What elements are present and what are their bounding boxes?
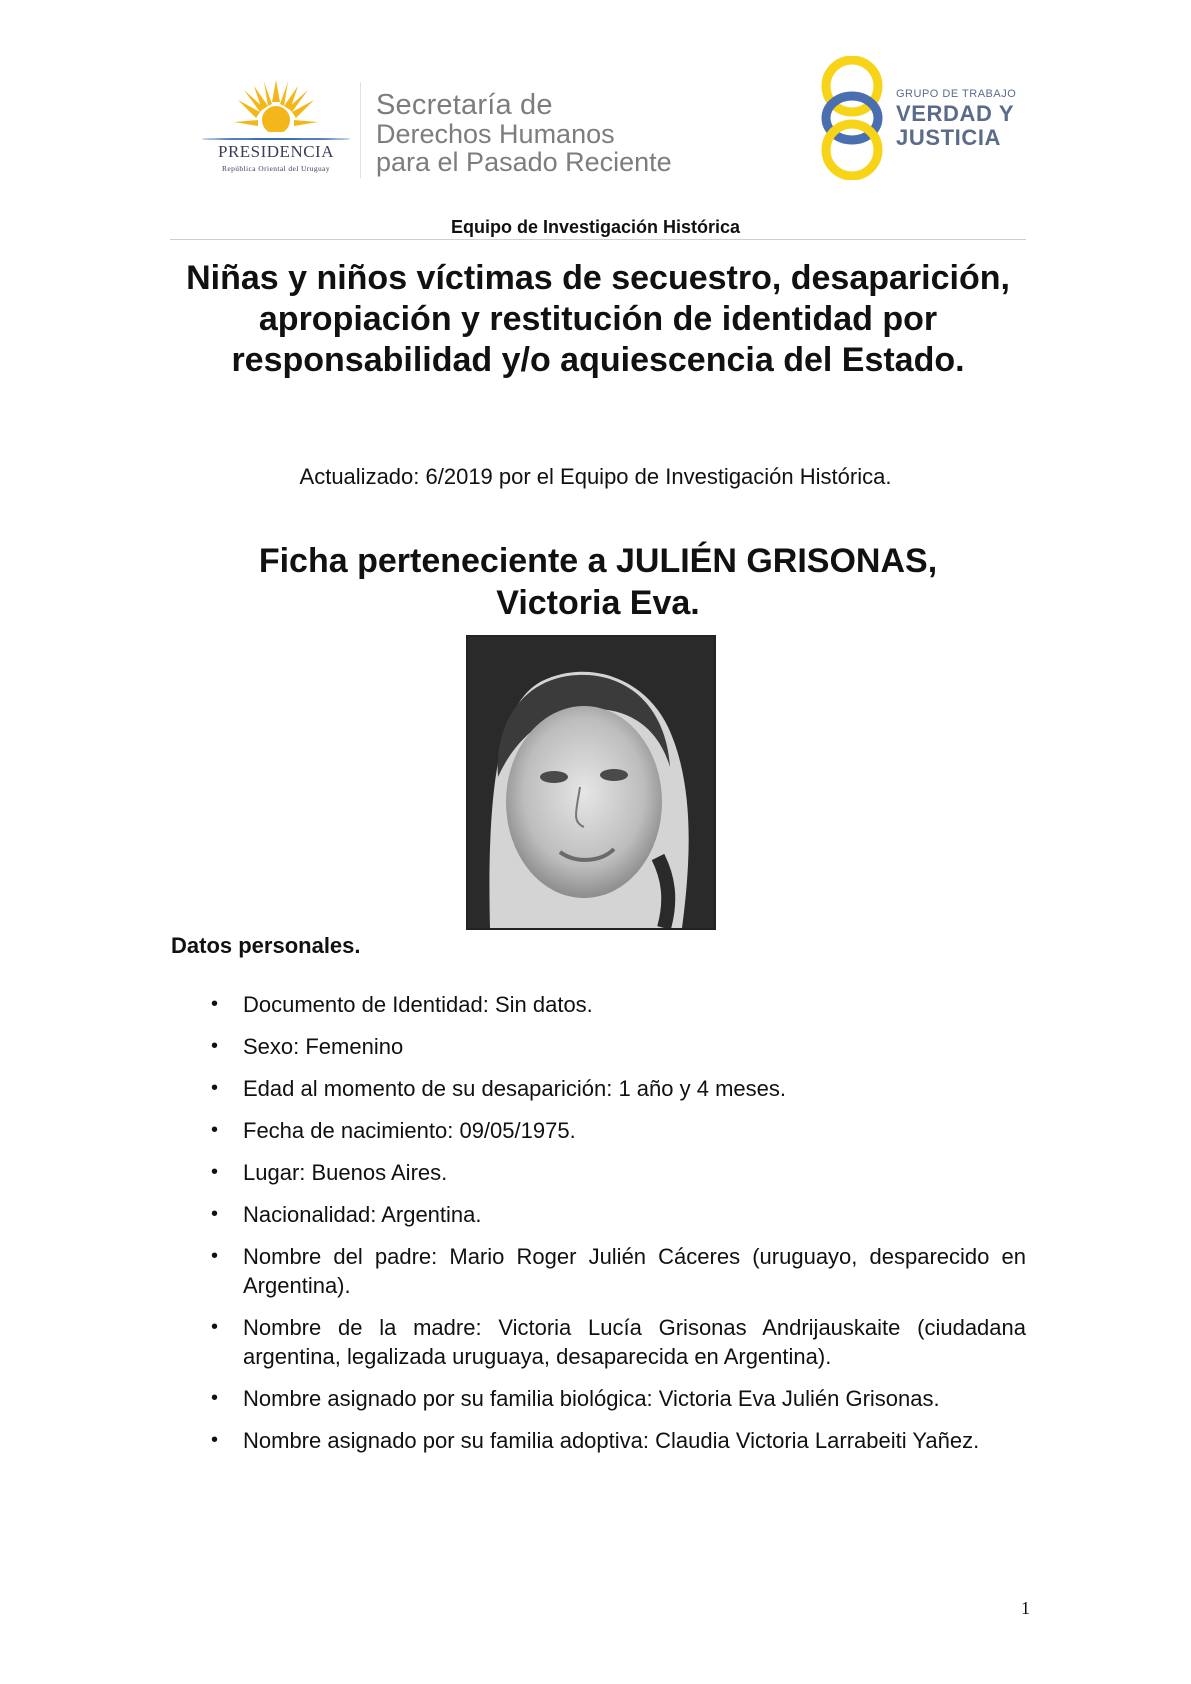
secretaria-line-1: Secretaría de bbox=[376, 89, 553, 121]
bullet-icon: • bbox=[211, 1077, 219, 1099]
bullet-icon: • bbox=[211, 993, 219, 1015]
list-item bbox=[171, 1074, 1026, 1103]
bullet-icon: • bbox=[211, 1316, 219, 1338]
portrait-image bbox=[468, 637, 714, 928]
list-item bbox=[171, 1032, 1026, 1061]
grupo-title-line-1: VERDAD Y bbox=[896, 101, 1015, 126]
header-rule bbox=[170, 239, 1026, 240]
page-number: 1 bbox=[1021, 1598, 1030, 1618]
list-item-text: Sexo: Femenino bbox=[243, 1034, 404, 1059]
list-item bbox=[171, 1426, 1026, 1455]
secretaria-line-3: para el Pasado Reciente bbox=[376, 147, 672, 177]
list-item-text: Nombre del padre: Mario Roger Julién Cáceres (uruguayo, desparecido en Argentina). bbox=[243, 1244, 1026, 1298]
ficha-line-2: Victoria Eva. bbox=[496, 584, 700, 622]
sun-icon bbox=[234, 80, 318, 140]
grupo-title-line-2: JUSTICIA bbox=[896, 125, 1002, 150]
presidencia-subtitle: República Oriental del Uruguay bbox=[221, 164, 330, 173]
bullet-icon: • bbox=[211, 1161, 219, 1183]
presidencia-underline bbox=[202, 138, 350, 140]
list-item-text: Documento de Identidad: Sin datos. bbox=[243, 992, 593, 1017]
list-item bbox=[171, 1158, 1026, 1187]
document-title: Niñas y niños víctimas de secuestro, desaparición, apropiación y restitución de identidad por responsabilidad y/o aquiescencia del Estado. bbox=[186, 259, 1010, 379]
secretaria-line-2: Derechos Humanos bbox=[376, 119, 615, 149]
page-header bbox=[0, 0, 1191, 200]
list-item-text: Nombre asignado por su familia adoptiva: Claudia Victoria Larrabeiti Yañez. bbox=[243, 1428, 980, 1453]
presidencia-logo bbox=[196, 80, 356, 180]
list-item-text: Nacionalidad: Argentina. bbox=[243, 1202, 482, 1227]
team-label: Equipo de Investigación Histórica bbox=[450, 217, 741, 237]
updated-note: Actualizado: 6/2019 por el Equipo de Investigación Histórica. bbox=[299, 464, 892, 489]
list-item bbox=[171, 1242, 1026, 1300]
section-label-datos: Datos personales. bbox=[171, 933, 361, 958]
personal-data-list bbox=[171, 990, 1026, 1468]
portrait-photo bbox=[466, 635, 716, 930]
list-item-text: Nombre de la madre: Victoria Lucía Grisonas Andrijauskaite (ciudadana argentina, legalizada uruguaya, desaparecida en Argentina). bbox=[243, 1315, 1026, 1369]
list-item-text: Edad al momento de su desaparición: 1 año y 4 meses. bbox=[243, 1076, 786, 1101]
bullet-icon: • bbox=[211, 1035, 219, 1057]
presidencia-word: PRESIDENCIA bbox=[217, 142, 334, 161]
bullet-icon: • bbox=[211, 1203, 219, 1225]
verdad-justicia-logo bbox=[820, 56, 1040, 180]
list-item bbox=[171, 1116, 1026, 1145]
list-item-text: Nombre asignado por su familia biológica: Victoria Eva Julién Grisonas. bbox=[243, 1386, 940, 1411]
bullet-icon: • bbox=[211, 1245, 219, 1267]
secretaria-logo bbox=[376, 90, 716, 176]
grupo-small-label: GRUPO DE TRABAJO bbox=[896, 88, 1017, 100]
rings-icon bbox=[820, 56, 890, 180]
list-item-text: Lugar: Buenos Aires. bbox=[243, 1160, 448, 1185]
list-item bbox=[171, 1200, 1026, 1229]
ficha-line-1: Ficha perteneciente a JULIÉN GRISONAS, bbox=[258, 542, 938, 580]
header-divider bbox=[360, 82, 361, 178]
list-item bbox=[171, 990, 1026, 1019]
list-item bbox=[171, 1313, 1026, 1371]
bullet-icon: • bbox=[211, 1429, 219, 1451]
bullet-icon: • bbox=[211, 1119, 219, 1141]
bullet-icon: • bbox=[211, 1387, 219, 1409]
list-item-text: Fecha de nacimiento: 09/05/1975. bbox=[243, 1118, 576, 1143]
list-item bbox=[171, 1384, 1026, 1413]
ficha-heading bbox=[170, 540, 1026, 624]
